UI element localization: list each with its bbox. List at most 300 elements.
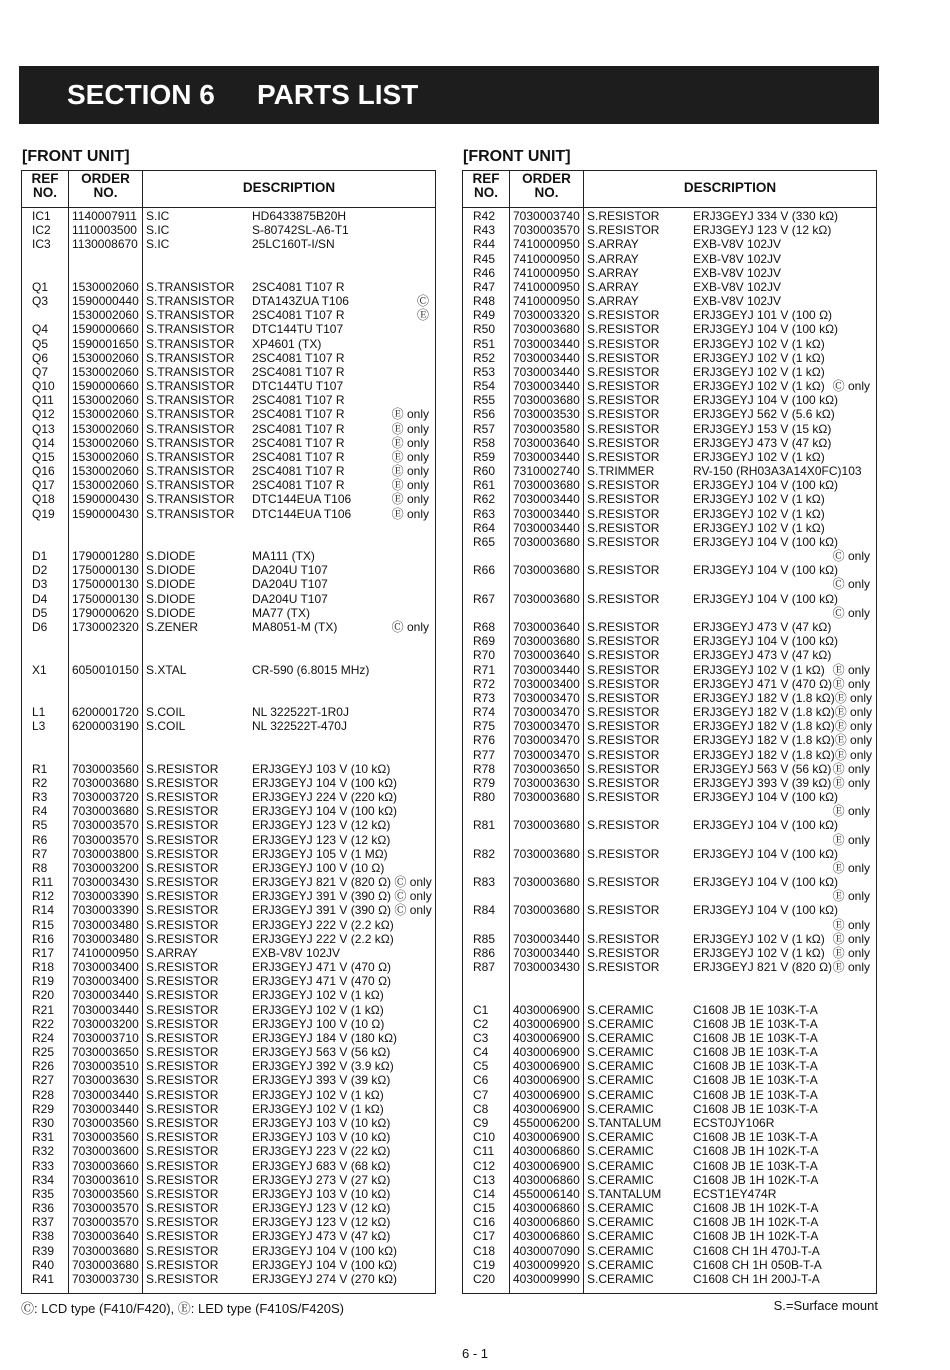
part-type: S.CERAMIC (587, 1229, 654, 1244)
part-number: ERJ3GEYJ 562 V (5.6 kΩ) (693, 407, 835, 422)
table-row (22, 1144, 435, 1158)
order-no: 4030006900 (513, 1101, 580, 1116)
part-type: S.RESISTOR (146, 917, 219, 932)
order-no: 1530002060 (72, 279, 139, 294)
ref-no: R25 (32, 1045, 55, 1060)
order-no: 7030003440 (513, 506, 580, 521)
order-no: 4030006860 (513, 1172, 580, 1187)
part-type: S.TRANSISTOR (146, 421, 235, 436)
ref-no: R1 (32, 761, 48, 776)
order-no: 7030003660 (72, 1158, 139, 1173)
table-row (463, 733, 876, 747)
part-type: S.ARRAY (587, 251, 639, 266)
ref-no: R85 (473, 931, 496, 946)
part-type: S.TRANSISTOR (146, 294, 235, 309)
section-title: PARTS LIST (257, 79, 419, 110)
variant-note: Ⓔ only (391, 506, 429, 521)
ref-no: R12 (32, 889, 55, 904)
table-row (463, 1144, 876, 1158)
ref-no: R72 (473, 676, 496, 691)
ref-no: Q10 (32, 379, 55, 394)
part-number: ERJ3GEYJ 471 V (470 Ω) (693, 676, 833, 691)
part-type: S.DIODE (146, 577, 196, 592)
part-number: DTC144EUA T106 (252, 492, 352, 507)
part-type: S.TRANSISTOR (146, 449, 235, 464)
order-no: 1530002060 (72, 449, 139, 464)
table-row (463, 988, 876, 1002)
table-row (22, 422, 435, 436)
part-type: S.DIODE (146, 605, 196, 620)
table-row (22, 804, 435, 818)
ref-no: R26 (32, 1059, 55, 1074)
part-type: S.TRANSISTOR (146, 435, 235, 450)
table-row (22, 436, 435, 450)
table-row (463, 393, 876, 407)
table-row (22, 592, 435, 606)
order-no: 7030003560 (72, 1116, 139, 1130)
order-no: 4030006900 (513, 1158, 580, 1173)
part-type: S.RESISTOR (587, 563, 660, 578)
part-type: S.RESISTOR (587, 761, 660, 776)
order-no: 1590000440 (72, 294, 139, 309)
order-no: 7030003680 (513, 790, 580, 805)
variant-note: Ⓔ only (832, 761, 870, 776)
part-number: ERJ3GEYJ 102 V (1 kΩ) (252, 1101, 384, 1116)
table-row (22, 1229, 435, 1243)
table-row (22, 932, 435, 946)
table-row (22, 379, 435, 393)
part-number: MA8051-M (TX) (252, 619, 338, 634)
ref-no: Q4 (32, 322, 49, 337)
part-type: S.RESISTOR (587, 407, 660, 422)
ref-no: C20 (473, 1271, 496, 1286)
section-banner (19, 66, 879, 124)
order-no: 6050010150 (72, 662, 139, 677)
table-row (22, 776, 435, 790)
table-row (463, 1187, 876, 1201)
table-row (22, 960, 435, 974)
part-type: S.CERAMIC (587, 1030, 654, 1045)
table-row (463, 478, 876, 492)
table-row (463, 450, 876, 464)
part-number: RV-150 (RH03A3A14X0FC)103 (693, 464, 862, 479)
table-row (463, 1159, 876, 1173)
part-number: C1608 JB 1H 102K-T-A (693, 1215, 819, 1230)
variant-note: Ⓔ only (391, 435, 429, 450)
order-no: 7030003440 (72, 1002, 139, 1017)
order-no: 7030003650 (72, 1045, 139, 1060)
part-type: S.RESISTOR (587, 209, 660, 223)
part-number: C1608 JB 1E 103K-T-A (693, 1087, 818, 1102)
table-row (22, 521, 435, 535)
table-row (463, 337, 876, 351)
part-type: S.CERAMIC (587, 1101, 654, 1116)
parts-table-left (21, 170, 436, 1294)
part-number: ERJ3GEYJ 103 V (10 kΩ) (252, 1186, 391, 1201)
part-type: S.RESISTOR (146, 1073, 219, 1088)
part-number: ERJ3GEYJ 102 V (1 kΩ) (693, 350, 825, 365)
order-no: 7030003440 (72, 1101, 139, 1116)
ref-no: R52 (473, 350, 496, 365)
part-type: S.CERAMIC (587, 1016, 654, 1031)
part-type: S.RESISTOR (587, 520, 660, 535)
part-number: DTC144EUA T106 (252, 506, 352, 521)
table-row (463, 790, 876, 804)
order-no: 1750000130 (72, 591, 139, 606)
part-type: S.RESISTOR (146, 860, 219, 875)
ref-no: R59 (473, 449, 496, 464)
order-no: 7030003640 (513, 648, 580, 663)
ref-no: D5 (32, 605, 48, 620)
part-number: 2SC4081 T107 R (252, 449, 345, 464)
table-row (463, 365, 876, 379)
table-row (22, 308, 435, 322)
variant-note: Ⓒ only (832, 379, 870, 394)
part-number: ERJ3GEYJ 101 V (100 Ω) (693, 308, 833, 323)
order-no: 7030003510 (72, 1059, 139, 1074)
table-row (463, 209, 876, 223)
part-number: ERJ3GEYJ 563 V (56 kΩ) (252, 1045, 391, 1060)
table-row (22, 223, 435, 237)
part-number: C1608 JB 1H 102K-T-A (693, 1201, 819, 1216)
part-type: S.RESISTOR (146, 1045, 219, 1060)
table-row (463, 563, 876, 577)
table-row (463, 648, 876, 662)
part-number: C1608 JB 1E 103K-T-A (693, 1045, 818, 1060)
ref-no: R76 (473, 733, 496, 748)
variant-note: Ⓔ only (832, 775, 870, 790)
part-type: S.COIL (146, 719, 186, 734)
part-type: S.RESISTOR (587, 350, 660, 365)
ref-no: R47 (473, 279, 496, 294)
ref-no: R33 (32, 1158, 55, 1173)
ref-no: D4 (32, 591, 48, 606)
table-row (463, 748, 876, 762)
ref-no: R69 (473, 634, 496, 649)
part-type: S.RESISTOR (146, 875, 219, 890)
part-type: S.CERAMIC (587, 1201, 654, 1216)
ref-no: R27 (32, 1073, 55, 1088)
ref-no: C5 (473, 1059, 489, 1074)
part-type: S.RESISTOR (587, 662, 660, 677)
order-no: 7030003530 (513, 407, 580, 422)
part-type: S.TANTALUM (587, 1116, 662, 1130)
order-no: 7030003570 (72, 818, 139, 833)
part-number: ERJ3GEYJ 102 V (1 kΩ) (693, 662, 825, 677)
order-no: 7030003680 (513, 846, 580, 861)
table-row (22, 1073, 435, 1087)
part-type: S.TRIMMER (587, 464, 655, 479)
part-number: ERJ3GEYJ 102 V (1 kΩ) (252, 988, 384, 1003)
table-row (463, 464, 876, 478)
order-no: 7030003650 (513, 761, 580, 776)
part-number: 2SC4081 T107 R (252, 464, 345, 479)
order-no: 4550006200 (513, 1116, 580, 1130)
part-type: S.RESISTOR (587, 534, 660, 549)
ref-no: C12 (473, 1158, 496, 1173)
ref-no: R82 (473, 846, 496, 861)
ref-no: R57 (473, 421, 496, 436)
table-row (463, 592, 876, 606)
table-row (463, 932, 876, 946)
ref-no: R45 (473, 251, 496, 266)
part-type: S.RESISTOR (587, 421, 660, 436)
part-number: ERJ3GEYJ 391 V (390 Ω) Ⓒ only (252, 903, 432, 918)
ref-no: Q15 (32, 449, 55, 464)
table-row (22, 549, 435, 563)
ref-no: R80 (473, 790, 496, 805)
table-row (463, 762, 876, 776)
variant-note: Ⓒ only (832, 605, 870, 620)
order-no: 1590000430 (72, 492, 139, 507)
part-type: S.IC (146, 237, 170, 252)
ref-no: C13 (473, 1172, 496, 1187)
ref-no: R14 (32, 903, 55, 918)
part-type: S.ARRAY (587, 294, 639, 309)
order-no: 1530002060 (72, 308, 139, 323)
order-no: 7030003200 (72, 860, 139, 875)
table-row (22, 450, 435, 464)
table-row (463, 535, 876, 549)
table-header (22, 171, 435, 208)
part-type: S.RESISTOR (587, 591, 660, 606)
part-number: S-80742SL-A6-T1 (252, 223, 349, 238)
ref-no: L1 (32, 705, 46, 720)
ref-no: R68 (473, 619, 496, 634)
part-number: ERJ3GEYJ 222 V (2.2 kΩ) (252, 931, 394, 946)
part-number: 25LC160T-I/SN (252, 237, 335, 252)
table-row (22, 663, 435, 677)
table-row (22, 1272, 435, 1286)
ref-no: R83 (473, 875, 496, 890)
part-type: S.RESISTOR (587, 719, 660, 734)
part-type: S.RESISTOR (146, 1257, 219, 1272)
part-type: S.RESISTOR (146, 1144, 219, 1159)
part-type: S.CERAMIC (587, 1144, 654, 1159)
table-row (22, 1059, 435, 1073)
ref-no: R30 (32, 1116, 55, 1130)
ref-no: C4 (473, 1045, 489, 1060)
table-row (22, 634, 435, 648)
table-row (22, 903, 435, 917)
order-no: 7030003390 (72, 903, 139, 918)
table-row (22, 861, 435, 875)
ref-no: R5 (32, 818, 48, 833)
part-number: ERJ3GEYJ 102 V (1 kΩ) (693, 379, 825, 394)
table-row (22, 393, 435, 407)
part-number: ERJ3GEYJ 104 V (100 kΩ) (693, 634, 839, 649)
table-row (22, 818, 435, 832)
table-row (463, 1017, 876, 1031)
ref-no: C18 (473, 1243, 496, 1258)
order-no: 4030006900 (513, 1087, 580, 1102)
table-row (22, 563, 435, 577)
part-number: ERJ3GEYJ 104 V (100 kΩ) (252, 1257, 398, 1272)
part-number: ERJ3GEYJ 102 V (1 kΩ) (693, 945, 825, 960)
part-number: C1608 CH 1H 470J-T-A (693, 1243, 820, 1258)
part-number: EXB-V8V 102JV (252, 945, 341, 960)
part-type: S.RESISTOR (587, 733, 660, 748)
part-number: ERJ3GEYJ 102 V (1 kΩ) (693, 336, 825, 351)
part-type: S.RESISTOR (146, 1116, 219, 1130)
order-no: 4550006140 (513, 1186, 580, 1201)
ref-no: R18 (32, 960, 55, 975)
table-row (463, 847, 876, 861)
ref-no: R71 (473, 662, 496, 677)
order-no: 7030003470 (513, 719, 580, 734)
ref-no: R51 (473, 336, 496, 351)
part-type: S.CERAMIC (587, 1257, 654, 1272)
part-type: S.RESISTOR (146, 1215, 219, 1230)
part-type: S.TRANSISTOR (146, 322, 235, 337)
ref-no: Q19 (32, 506, 55, 521)
part-type: S.COIL (146, 705, 186, 720)
table-row (463, 719, 876, 733)
table-row (463, 1003, 876, 1017)
part-number: ERJ3GEYJ 103 V (10 kΩ) (252, 761, 391, 776)
part-number: ERJ3GEYJ 473 V (47 kΩ) (693, 648, 832, 663)
order-no: 7030003560 (72, 1130, 139, 1145)
ref-no: Q11 (32, 393, 54, 408)
part-type: S.TRANSISTOR (146, 506, 235, 521)
part-type: S.RESISTOR (587, 875, 660, 890)
table-row (22, 648, 435, 662)
part-type: S.ARRAY (146, 945, 198, 960)
part-number: NL 322522T-470J (252, 719, 347, 734)
variant-note: Ⓔ only (832, 960, 870, 975)
ref-no: R36 (32, 1201, 55, 1216)
part-type: S.IC (146, 209, 170, 223)
order-no: 7030003440 (513, 364, 580, 379)
ref-no: C15 (473, 1201, 496, 1216)
part-number: ERJ3GEYJ 102 V (1 kΩ) (693, 506, 825, 521)
order-no: 4030006860 (513, 1215, 580, 1230)
order-no: 7310002740 (513, 464, 580, 479)
part-number: ERJ3GEYJ 104 V (100 kΩ) (693, 903, 839, 918)
part-number: ERJ3GEYJ 102 V (1 kΩ) (693, 449, 825, 464)
order-no: 7030003640 (72, 1229, 139, 1244)
ref-no: R63 (473, 506, 496, 521)
table-row (463, 889, 876, 903)
ref-no: IC2 (32, 223, 51, 238)
ref-no: R22 (32, 1016, 55, 1031)
part-type: S.RESISTOR (146, 804, 219, 819)
order-no: 7030003480 (72, 931, 139, 946)
part-type: S.TRANSISTOR (146, 336, 235, 351)
part-number: ERJ3GEYJ 104 V (100 kΩ) (693, 790, 839, 805)
table-row (463, 663, 876, 677)
part-type: S.RESISTOR (146, 960, 219, 975)
ref-no: R78 (473, 761, 496, 776)
table-row (22, 1116, 435, 1130)
table-row (463, 705, 876, 719)
part-type: S.RESISTOR (146, 1201, 219, 1216)
part-type: S.IC (146, 223, 170, 238)
order-no: 1750000130 (72, 563, 139, 578)
ref-no: C19 (473, 1257, 496, 1272)
part-type: S.CERAMIC (587, 1271, 654, 1286)
order-no: 7030003440 (513, 520, 580, 535)
part-type: S.RESISTOR (146, 775, 219, 790)
part-type: S.RESISTOR (587, 960, 660, 975)
part-number: ERJ3GEYJ 103 V (10 kΩ) (252, 1116, 391, 1130)
order-no: 7030003400 (513, 676, 580, 691)
part-number: ERJ3GEYJ 224 V (220 kΩ) (252, 790, 398, 805)
ref-no: R50 (473, 322, 496, 337)
part-number: ERJ3GEYJ 102 V (1 kΩ) (693, 520, 825, 535)
order-no: 7410000950 (513, 237, 580, 252)
ref-no: R24 (32, 1030, 55, 1045)
order-no: 1530002060 (72, 350, 139, 365)
ref-no: R86 (473, 945, 496, 960)
right-unit-title: [FRONT UNIT] (463, 148, 571, 165)
part-type: S.CERAMIC (587, 1130, 654, 1145)
table-rows (22, 209, 435, 1286)
table-rows (463, 209, 876, 1286)
order-no: 4030006900 (513, 1030, 580, 1045)
part-number: 2SC4081 T107 R (252, 279, 345, 294)
ref-no: Q16 (32, 464, 55, 479)
ref-no: D6 (32, 619, 48, 634)
table-row (463, 237, 876, 251)
part-number: ERJ3GEYJ 683 V (68 kΩ) (252, 1158, 391, 1173)
part-number: DA204U T107 (252, 577, 328, 592)
part-type: S.RESISTOR (587, 634, 660, 649)
table-row (22, 620, 435, 634)
ref-no: R21 (32, 1002, 55, 1017)
part-type: S.ZENER (146, 619, 199, 634)
table-row (463, 861, 876, 875)
part-number: ERJ3GEYJ 393 V (39 kΩ) (252, 1073, 391, 1088)
order-no: 7030003630 (72, 1073, 139, 1088)
table-row (22, 577, 435, 591)
order-no: 1750000130 (72, 577, 139, 592)
ref-no: Q1 (32, 279, 49, 294)
variant-note: Ⓔ only (832, 889, 870, 904)
part-type: S.ARRAY (587, 279, 639, 294)
order-no: 7030003440 (513, 945, 580, 960)
part-number: ERJ3GEYJ 334 V (330 kΩ) (693, 209, 839, 223)
table-row (463, 266, 876, 280)
table-row (463, 422, 876, 436)
table-row (22, 1201, 435, 1215)
part-type: S.RESISTOR (587, 379, 660, 394)
order-no: 7030003470 (513, 747, 580, 762)
page-number: 6 - 1 (461, 1346, 488, 1361)
part-number: ERJ3GEYJ 471 V (470 Ω) (252, 960, 392, 975)
ref-no: L3 (32, 719, 46, 734)
part-number: ERJ3GEYJ 104 V (100 kΩ) (693, 818, 839, 833)
order-no: 4030006900 (513, 1059, 580, 1074)
table-row (22, 677, 435, 691)
order-no: 7030003430 (513, 960, 580, 975)
ref-no: Q18 (32, 492, 55, 507)
part-number: 2SC4081 T107 R (252, 407, 345, 422)
ref-no: D1 (32, 549, 48, 564)
part-type: S.RESISTOR (146, 832, 219, 847)
table-row (463, 974, 876, 988)
ref-no: R7 (32, 846, 48, 861)
variant-note: Ⓔ only (391, 492, 429, 507)
table-row (463, 1073, 876, 1087)
table-row (463, 322, 876, 336)
part-type: S.ARRAY (587, 237, 639, 252)
order-no: 7030003680 (72, 804, 139, 819)
ref-no: R66 (473, 563, 496, 578)
table-row (463, 606, 876, 620)
order-no: 7030003470 (513, 733, 580, 748)
part-type: S.RESISTOR (587, 945, 660, 960)
